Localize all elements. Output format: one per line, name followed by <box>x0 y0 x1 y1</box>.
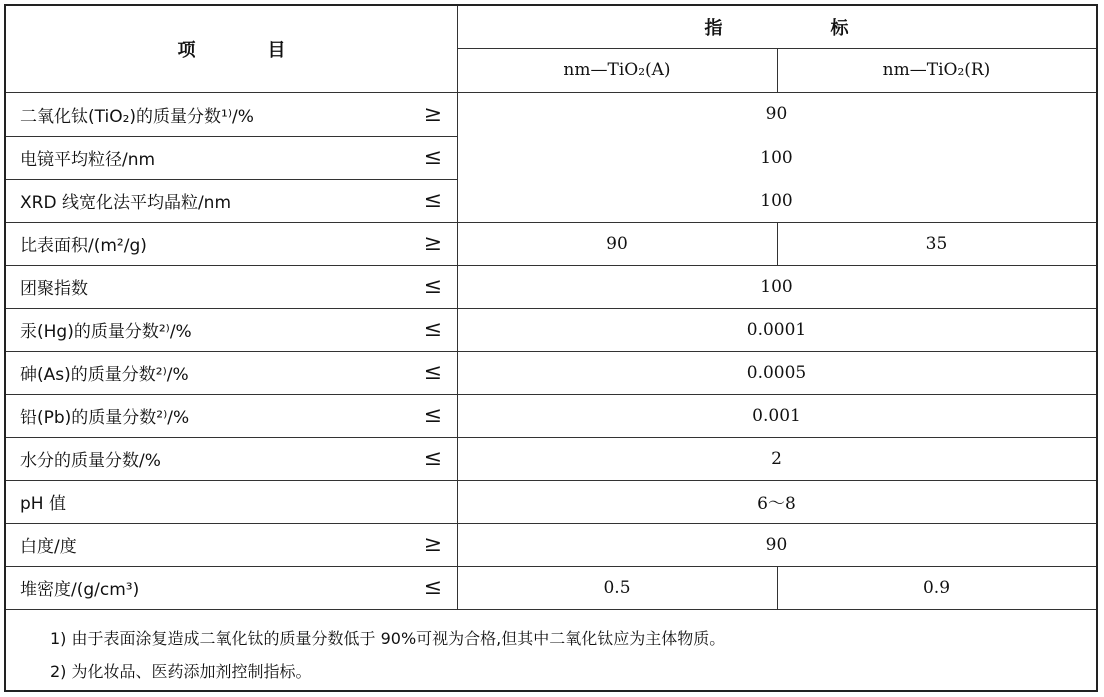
row-label-tio2: 二氧化钛(TiO₂)的质量分数¹⁾/% <box>20 106 254 127</box>
row-label-particle-size: 电镜平均粒径/nm <box>20 150 156 170</box>
row-label-bulk-density: 堆密度/(g/cm³) <box>20 580 140 600</box>
footnote-2: 2) 为化妆品、医药添加剂控制指标。 <box>50 662 312 681</box>
row-symbol: ≤ <box>423 145 443 170</box>
row-label-xrd-grain: XRD 线宽化法平均晶粒/nm <box>20 193 232 213</box>
row-value: 90 <box>765 534 788 555</box>
row-value: 100 <box>760 190 793 211</box>
row-value: 90 <box>765 104 788 124</box>
header-col-a: nm—TiO₂(A) <box>563 60 671 80</box>
footnote-1: 1) 由于表面涂复造成二氧化钛的质量分数低于 90%可视为合格,但其中二氧化钛应为主体物质。 <box>50 629 726 648</box>
row-value: 2 <box>771 448 782 469</box>
row-value: 100 <box>760 276 793 297</box>
row-value-r: 35 <box>925 233 948 254</box>
row-symbol: ≤ <box>423 403 443 428</box>
row-label-whiteness: 白度/度 <box>20 537 77 557</box>
row-value: 6～8 <box>757 494 796 514</box>
row-value: 0.0005 <box>746 362 807 383</box>
row-value-a: 0.5 <box>603 577 631 598</box>
row-value: 100 <box>760 147 793 168</box>
row-value: 0.001 <box>752 405 801 426</box>
row-label-surface-area: 比表面积/(m²/g) <box>20 236 147 256</box>
header-indicator: 指 标 <box>704 18 849 39</box>
row-symbol: ≥ <box>423 101 443 127</box>
row-symbol: ≤ <box>423 317 443 342</box>
row-value: 0.0001 <box>746 319 807 340</box>
row-label-lead: 铅(Pb)的质量分数²⁾/% <box>20 408 190 428</box>
header-item: 项 目 <box>177 40 286 61</box>
divider <box>6 609 1096 610</box>
row-label-ph: pH 值 <box>20 494 66 514</box>
row-label-mercury: 汞(Hg)的质量分数²⁾/% <box>20 322 192 342</box>
row-label-agglomeration: 团聚指数 <box>20 279 88 299</box>
row-symbol: ≤ <box>423 188 443 213</box>
row-label-arsenic: 砷(As)的质量分数²⁾/% <box>20 365 189 385</box>
row-symbol: ≤ <box>423 446 443 471</box>
row-symbol: ≥ <box>423 532 443 557</box>
header-col-r: nm—TiO₂(R) <box>882 60 991 80</box>
row-symbol: ≤ <box>423 274 443 299</box>
row-value-r: 0.9 <box>922 577 951 598</box>
specification-table <box>4 4 1098 692</box>
row-label-moisture: 水分的质量分数/% <box>20 451 161 471</box>
row-symbol: ≤ <box>423 360 443 385</box>
row-symbol: ≤ <box>423 575 443 600</box>
row-value-a: 90 <box>606 233 628 254</box>
row-symbol: ≥ <box>423 231 443 256</box>
